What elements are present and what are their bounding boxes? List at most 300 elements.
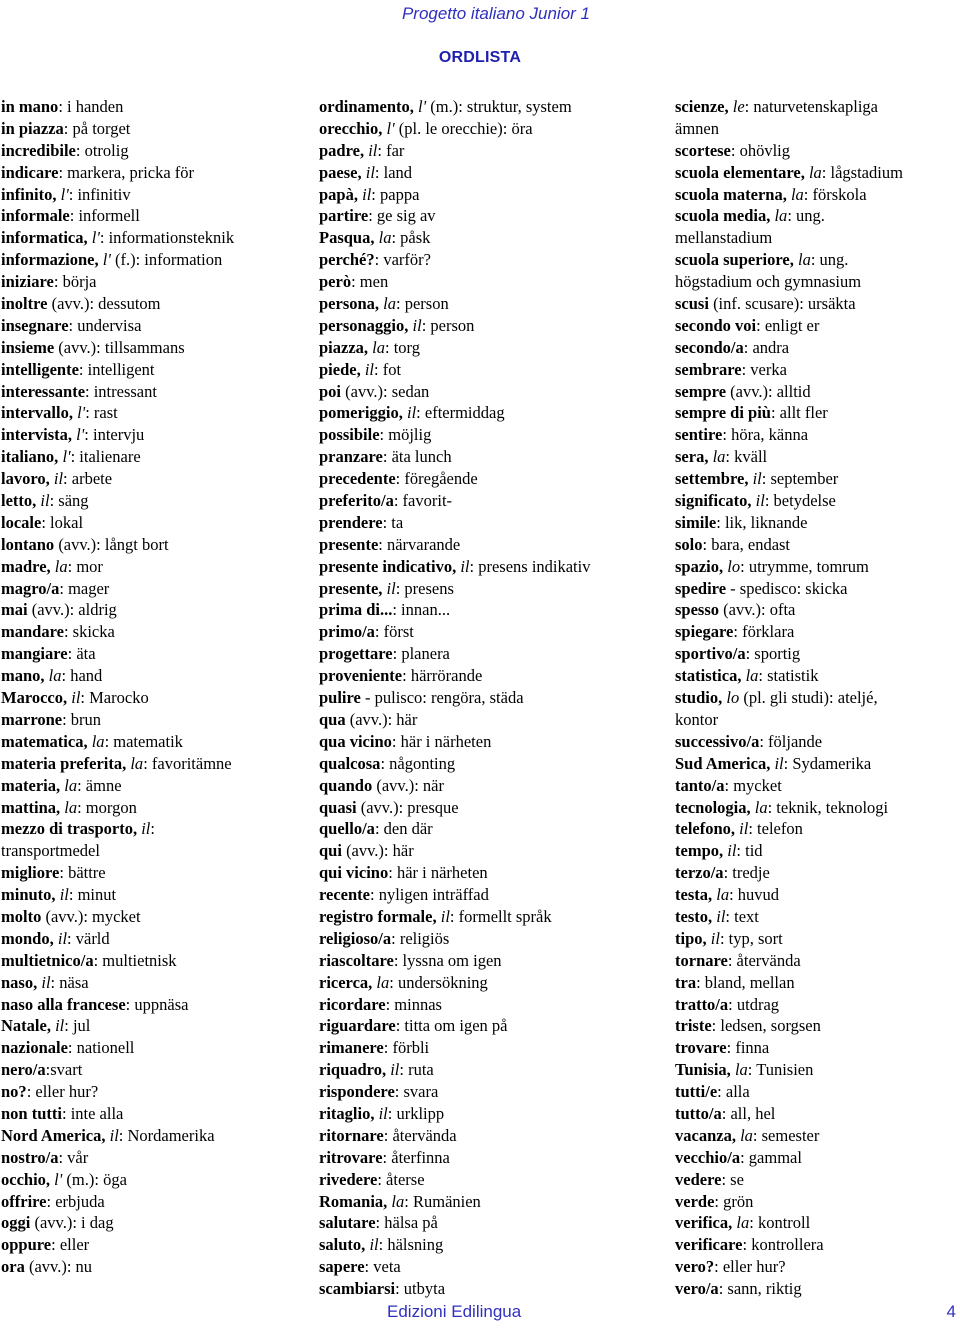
entry-translation: : brun [62, 709, 102, 729]
entry-translation: : utdrag [728, 994, 780, 1014]
page-header [0, 4, 960, 26]
entry-translation: : uppnäsa [125, 994, 189, 1014]
entry-translation: : ung. [787, 206, 825, 226]
entry-article: la [391, 1191, 405, 1211]
entry-translation: : mor [67, 556, 103, 576]
entry-translation: : andra [743, 337, 790, 357]
entry-term: tutto/a [675, 1103, 722, 1123]
entry-term: proveniente [319, 666, 403, 686]
entry-translation: (avv.): i dag [30, 1213, 114, 1233]
entry-translation: : innan... [392, 600, 451, 620]
glossary-entry [1, 293, 301, 315]
glossary-entry [319, 775, 664, 797]
glossary-entry [1, 994, 301, 1016]
entry-term: rispondere [319, 1082, 395, 1102]
glossary-entry [675, 424, 960, 446]
glossary-entry [319, 118, 664, 140]
entry-translation: : påsk [391, 228, 431, 248]
glossary-entry [675, 249, 960, 271]
entry-article: il [412, 315, 422, 335]
glossary-entry [1, 512, 301, 534]
entry-term: tempo, [675, 841, 728, 861]
glossary-entry [319, 1169, 664, 1191]
entry-translation: (avv.): långt bort [54, 534, 169, 554]
entry-translation: : ämne [77, 775, 122, 795]
entry-term: piede, [319, 359, 365, 379]
entry-translation: : italienare [70, 447, 141, 467]
entry-translation: : hälsning [378, 1235, 444, 1255]
entry-translation: (avv.): alltid [726, 381, 811, 401]
glossary-entry [1, 753, 301, 775]
entry-article: la [383, 294, 397, 314]
entry-translation: : säng [49, 491, 89, 511]
glossary-entry [319, 337, 664, 359]
entry-term: statistica, [675, 666, 746, 686]
entry-article: il [716, 906, 726, 926]
glossary-entry [675, 490, 960, 512]
glossary-entry [1, 578, 301, 600]
entry-translation: : otrolig [75, 140, 129, 160]
entry-term: vedere [675, 1169, 722, 1189]
entry-term: recente [319, 885, 370, 905]
entry-term: scuola superiore, [675, 250, 798, 270]
entry-translation: : favoritämne [143, 753, 232, 773]
entry-term: presente [319, 534, 379, 554]
entry-term: partire [319, 206, 369, 226]
entry-translation: : äta lunch [382, 447, 452, 467]
entry-translation: : bättre [59, 863, 106, 883]
entry-term: Romania, [319, 1191, 392, 1211]
glossary-entry [319, 665, 664, 687]
entry-term: spiegare [675, 622, 734, 642]
entry-term: vecchio/a [675, 1147, 741, 1167]
entry-translation: : äta [67, 644, 96, 664]
entry-term: verifica, [675, 1213, 737, 1233]
glossary-entry [675, 621, 960, 643]
entry-translation: : statistik [758, 666, 819, 686]
glossary-entry [675, 1147, 960, 1169]
entry-article: lo [726, 688, 740, 708]
entry-translation: : presens [395, 578, 454, 598]
entry-translation: : mycket [724, 775, 782, 795]
entry-translation: : sportig [745, 644, 801, 664]
entry-article: il [755, 491, 765, 511]
glossary-entry [675, 818, 960, 840]
glossary-entry [319, 96, 664, 118]
glossary-entry [675, 140, 960, 162]
glossary-entry [1, 972, 301, 994]
entry-translation: : återse [377, 1169, 425, 1189]
glossary-entry [1, 424, 301, 446]
entry-translation: : ruta [399, 1060, 434, 1080]
entry-term: magro/a [1, 578, 60, 598]
entry-article: il [109, 1125, 119, 1145]
entry-translation: : all, hel [721, 1103, 776, 1123]
entry-term: nazionale [1, 1038, 68, 1058]
glossary-entry [1, 950, 301, 972]
glossary-entry [319, 490, 664, 512]
entry-translation: : matematik [104, 731, 183, 751]
entry-translation: : nationell [67, 1038, 135, 1058]
entry-term: però [319, 272, 352, 292]
entry-translation: : torg [385, 337, 421, 357]
glossary-entry [1, 468, 301, 490]
entry-term: minuto, [1, 885, 60, 905]
glossary-entry [675, 1212, 960, 1234]
entry-translation: : presens indikativ [469, 556, 591, 576]
entry-term: mattina, [1, 797, 65, 817]
entry-term: spesso [675, 600, 720, 620]
entry-article: il [407, 403, 417, 423]
entry-term: pranzare [319, 447, 383, 467]
entry-translation: (f.): information [110, 250, 223, 270]
entry-term: insieme [1, 337, 55, 357]
entry-translation: : infinitiv [68, 184, 131, 204]
entry-translation: : enligt er [756, 315, 820, 335]
entry-translation: transportmedel [1, 841, 100, 861]
entry-translation: : finna [726, 1038, 770, 1058]
entry-translation: : utbyta [395, 1279, 446, 1299]
glossary-entry [319, 862, 664, 884]
glossary-entry [1, 140, 301, 162]
entry-term: settembre, [675, 469, 753, 489]
entry-term: saluto, [319, 1235, 370, 1255]
entry-term: terzo/a [675, 863, 724, 883]
entry-article: il [710, 928, 720, 948]
entry-term: mangiare [1, 644, 68, 664]
glossary-entry [1, 1256, 301, 1278]
entry-term: vero/a [675, 1279, 719, 1299]
glossary-entry [675, 96, 960, 118]
entry-translation: : skicka [63, 622, 115, 642]
glossary-entry [1, 162, 301, 184]
glossary-entry [675, 1103, 960, 1125]
entry-translation: (avv.): aldrig [27, 600, 117, 620]
entry-article: la [734, 1060, 748, 1080]
entry-translation: : verka [741, 359, 787, 379]
entry-term: progettare [319, 644, 393, 664]
entry-translation: : multietnisk [93, 950, 177, 970]
entry-translation: (avv.): här [341, 841, 414, 861]
entry-translation: : se [721, 1169, 744, 1189]
entry-translation: : i handen [58, 97, 124, 116]
entry-article: il [55, 1016, 65, 1036]
glossary-entry [319, 446, 664, 468]
entry-term: italiano, [1, 447, 63, 467]
entry-translation: : nyligen inträffad [370, 885, 489, 905]
entry-term: successivo/a [675, 731, 760, 751]
entry-translation: (inf. scusare): ursäkta [708, 294, 856, 314]
entry-term: rivedere [319, 1169, 378, 1189]
entry-term: sportivo/a [675, 644, 746, 664]
entry-translation: : förbli [383, 1038, 430, 1058]
glossary-entry [319, 227, 664, 249]
entry-term: Natale, [1, 1016, 56, 1036]
entry-term: testa, [675, 885, 717, 905]
glossary-entry [319, 468, 664, 490]
entry-translation: : land [374, 162, 413, 182]
entry-translation: : morgon [77, 797, 137, 817]
entry-translation: : person [421, 315, 475, 335]
entry-translation: : pappa [371, 184, 420, 204]
entry-term: rimanere [319, 1038, 384, 1058]
section-title: ORDLISTA [438, 49, 522, 66]
entry-term: secondo voi [675, 315, 757, 335]
glossary-entry [1, 1081, 301, 1103]
glossary-entry [1, 271, 301, 293]
entry-article: la [372, 337, 386, 357]
entry-translation: : eller hur? [26, 1082, 99, 1102]
entry-article: il [57, 928, 68, 948]
entry-article: la [740, 1125, 753, 1145]
entry-term: presente, [319, 578, 387, 598]
entry-term: poi [319, 381, 342, 401]
entry-article: il [390, 1060, 400, 1080]
entry-translation: : följande [759, 731, 823, 751]
entry-translation: (pl. le orecchie): öra [394, 118, 533, 138]
entry-translation: (pl. gli studi): ateljé, [739, 688, 878, 708]
glossary-entry [1, 205, 301, 227]
entry-translation: : allt fler [770, 403, 828, 423]
entry-translation: : förskola [803, 184, 867, 204]
entry-article: il [727, 841, 737, 861]
entry-translation: : värld [67, 928, 110, 948]
glossary-entry [319, 709, 664, 731]
glossary-entry [675, 906, 960, 928]
entry-article: l' [76, 425, 85, 445]
glossary-entry [319, 1125, 664, 1147]
entry-term: verificare [675, 1235, 743, 1255]
entry-translation: : rast [85, 403, 118, 423]
glossary-entry [1, 227, 301, 249]
glossary-entry [1, 1234, 301, 1256]
entry-translation: ämnen [675, 118, 719, 138]
glossary-entry [675, 381, 960, 403]
entry-translation: : hand [61, 666, 103, 686]
entry-article: la [48, 666, 62, 686]
entry-translation: : här i närheten [388, 863, 488, 883]
entry-translation: : urklipp [387, 1103, 445, 1123]
glossary-entry [675, 446, 960, 468]
glossary-entry [319, 643, 664, 665]
entry-term: sapere [319, 1257, 365, 1277]
entry-term: ritrovare [319, 1147, 383, 1167]
entry-translation: : ge sig av [368, 206, 436, 226]
entry-translation: : grön [714, 1191, 754, 1211]
entry-term: vacanza, [675, 1125, 741, 1145]
entry-translation: : erbjuda [46, 1191, 105, 1211]
entry-article: l' [386, 118, 395, 138]
entry-article: il [59, 885, 69, 905]
glossary-entry [319, 402, 664, 424]
entry-translation: : den där [374, 819, 433, 839]
entry-translation: : alla [717, 1082, 750, 1102]
glossary-entry [675, 928, 960, 950]
glossary-entry [319, 753, 664, 775]
entry-article: il [739, 819, 749, 839]
entry-translation: (avv.): mycket [41, 906, 141, 926]
entry-term: sempre [675, 381, 727, 401]
glossary-entry [675, 468, 960, 490]
entry-term: pomeriggio, [319, 403, 407, 423]
entry-term: mondo, [1, 928, 58, 948]
glossary-entry [319, 621, 664, 643]
glossary-entry [1, 1125, 301, 1147]
entry-translation: : tredje [723, 863, 770, 883]
entry-term: qui vicino [319, 863, 389, 883]
glossary-entry [675, 1125, 960, 1147]
entry-term: presente indicativo, [319, 556, 461, 576]
glossary-entry [319, 1256, 664, 1278]
entry-term: intelligente [1, 359, 79, 379]
entry-translation: : lyssna om igen [393, 950, 502, 970]
entry-translation: - spedisco: skicka [726, 578, 848, 598]
entry-term: secondo/a [675, 337, 744, 357]
entry-term: tornare [675, 950, 728, 970]
entry-translation: (avv.): nu [24, 1257, 93, 1277]
page-number: 4 [946, 1302, 956, 1321]
glossary-entry [319, 184, 664, 206]
glossary-entry [1, 556, 301, 578]
entry-term: ordinamento, [319, 97, 418, 116]
glossary-entry [1, 818, 301, 840]
glossary-entry [319, 1037, 664, 1059]
entry-translation: : eftermiddag [416, 403, 505, 423]
glossary-entry [675, 665, 960, 687]
entry-translation: : intressant [85, 381, 157, 401]
book-title: Progetto italiano Junior 1 [401, 4, 590, 23]
glossary-entry [675, 118, 960, 140]
entry-term: Pasqua, [319, 228, 379, 248]
entry-term: occhio, [1, 1169, 55, 1189]
entry-article: la [378, 228, 392, 248]
glossary-entry [675, 862, 960, 884]
entry-term: quando [319, 775, 373, 795]
entry-article: il [386, 578, 396, 598]
entry-translation: : minut [68, 885, 117, 905]
glossary-entry [1, 1147, 301, 1169]
glossary-entry [319, 205, 664, 227]
entry-term: quello/a [319, 819, 375, 839]
entry-term: mano, [1, 666, 49, 686]
glossary-entry [319, 1147, 664, 1169]
entry-translation: : minnas [385, 994, 442, 1014]
entry-term: ricordare [319, 994, 386, 1014]
entry-term: paese, [319, 162, 366, 182]
entry-translation: : september [761, 469, 839, 489]
glossary-entry [675, 643, 960, 665]
entry-term: precedente [319, 469, 396, 489]
entry-term: ricerca, [319, 972, 377, 992]
entry-term: solo [675, 534, 703, 554]
entry-translation: : text [725, 906, 759, 926]
glossary-entry [319, 249, 664, 271]
glossary-entry [675, 599, 960, 621]
glossary-entry [1, 118, 301, 140]
entry-translation: : lokal [41, 512, 84, 532]
glossary-entry [319, 578, 664, 600]
entry-translation: : näsa [50, 972, 89, 992]
entry-translation: : religiös [391, 928, 450, 948]
entry-translation: : far [377, 140, 405, 160]
entry-article: l' [102, 250, 111, 270]
entry-translation: : Sydamerika [783, 753, 872, 773]
entry-term: matematica, [1, 731, 92, 751]
glossary-entry [1, 1169, 301, 1191]
glossary-column-2 [319, 96, 664, 1300]
entry-translation: kontor [675, 709, 719, 729]
glossary-entry [1, 731, 301, 753]
entry-term: incredibile [1, 140, 76, 160]
glossary-column-1 [1, 96, 301, 1278]
glossary-entry [319, 928, 664, 950]
entry-term: mandare [1, 622, 64, 642]
entry-term: quasi [319, 797, 357, 817]
entry-translation: : återvända [727, 950, 801, 970]
entry-term: non tutti [1, 1103, 62, 1123]
entry-term: trovare [675, 1038, 727, 1058]
publisher-name: Edizioni Edilingua [387, 1302, 522, 1321]
entry-term: qualcosa [319, 753, 381, 773]
entry-translation: : typ, sort [719, 928, 783, 948]
entry-term: vero? [675, 1257, 715, 1277]
entry-article: il [368, 140, 378, 160]
entry-article: il [141, 819, 151, 839]
entry-translation: : tid [736, 841, 763, 861]
entry-translation: : bland, mellan [696, 972, 795, 992]
entry-term: letto, [1, 491, 41, 511]
entry-term: qua [319, 709, 346, 729]
entry-term: scuola elementare, [675, 162, 809, 182]
entry-term: no? [1, 1082, 27, 1102]
glossary-entry [319, 381, 664, 403]
entry-term: Tunisia, [675, 1060, 735, 1080]
glossary-entry [1, 665, 301, 687]
entry-term: in piazza [1, 118, 64, 138]
glossary-entry [675, 994, 960, 1016]
entry-term: Sud America, [675, 753, 775, 773]
entry-translation: (m.): öga [62, 1169, 127, 1189]
entry-translation: : [150, 819, 155, 839]
entry-term: Marocco, [1, 688, 72, 708]
glossary-entry [319, 731, 664, 753]
entry-article: la [736, 1213, 750, 1233]
entry-term: in mano [1, 97, 59, 116]
entry-translation: : kväll [725, 447, 768, 467]
entry-translation: (avv.): när [372, 775, 444, 795]
entry-term: materia, [1, 775, 65, 795]
glossary-entry [1, 315, 301, 337]
entry-article: il [774, 753, 784, 773]
glossary-entry [675, 840, 960, 862]
entry-translation: : mager [59, 578, 110, 598]
glossary-entry [675, 1081, 960, 1103]
entry-term: iniziare [1, 272, 54, 292]
glossary-entry [675, 337, 960, 359]
entry-term: inoltre [1, 294, 48, 314]
entry-translation: högstadium och gymnasium [675, 272, 862, 292]
glossary-entry [1, 775, 301, 797]
glossary-entry [675, 359, 960, 381]
entry-term: significato, [675, 491, 756, 511]
glossary-entry [319, 687, 664, 709]
entry-translation: : formellt språk [449, 906, 552, 926]
entry-translation: : utrymme, tomrum [740, 556, 869, 576]
entry-term: simile [675, 512, 717, 532]
entry-term: oppure [1, 1235, 52, 1255]
glossary-entry [675, 1037, 960, 1059]
entry-term: marrone [1, 709, 63, 729]
